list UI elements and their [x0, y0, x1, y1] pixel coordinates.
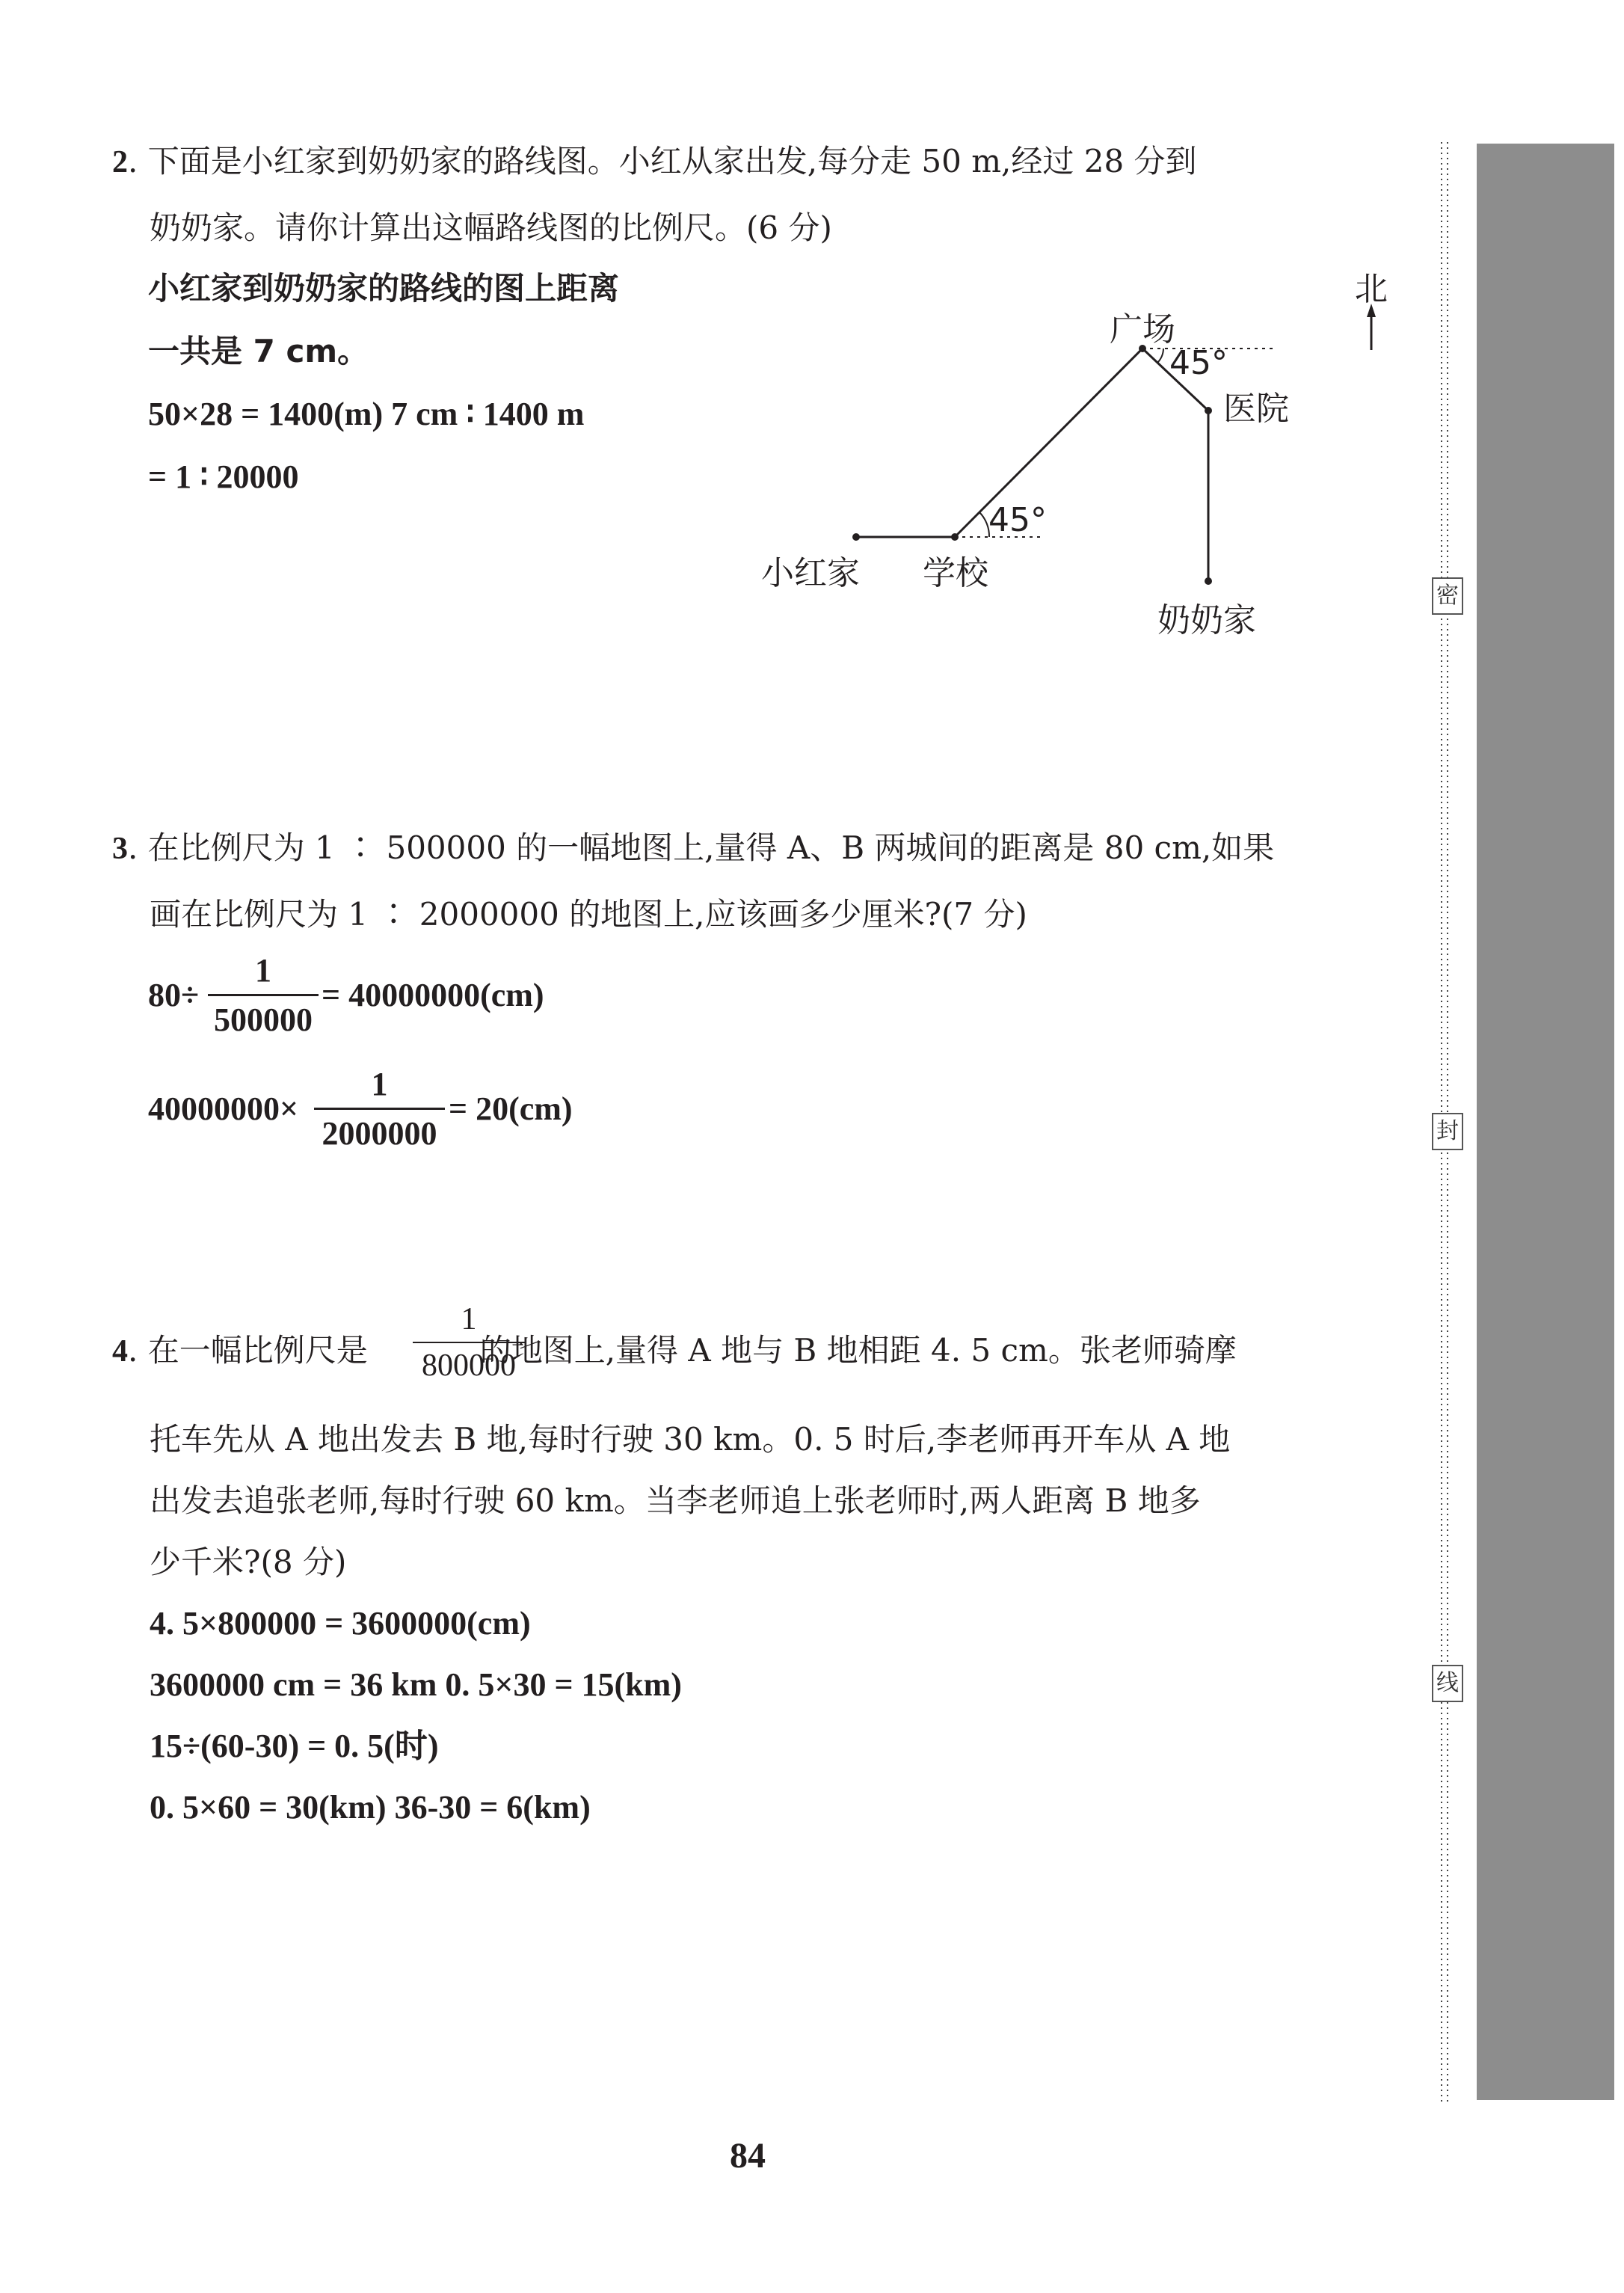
q3-eq2-left: 40000000×	[148, 1090, 299, 1127]
q3-text	[112, 815, 1398, 948]
q3-eq1-left: 80÷	[148, 977, 200, 1013]
q4-text-rest	[150, 1409, 1398, 1593]
grandma-label: 奶奶家	[1157, 601, 1256, 639]
q3-line2: 画在比例尺为 1 ∶ 2000000 的地图上,应该画多少厘米?(7 分)	[150, 896, 1027, 933]
q4-answer-line: 3600000 cm = 36 km 0. 5×30 = 15(km)	[150, 1666, 682, 1703]
school-label: 学校	[923, 554, 988, 592]
route-school-square	[955, 349, 1142, 537]
q4-answer-line: 15÷(60-30) = 0. 5(时)	[150, 1728, 439, 1764]
q3-eq2-denominator: 2000000	[322, 1115, 437, 1152]
home-label: 小红家	[761, 554, 860, 592]
q4-number: 4	[112, 1334, 128, 1369]
q3-line1: . 在比例尺为 1 ∶ 500000 的一幅地图上,量得 A、B 两城间的距离是 80 cm,如果	[128, 829, 1275, 866]
q3-eq1-fraction-bar	[208, 994, 319, 996]
q3-eq2-fraction-bar	[314, 1108, 445, 1110]
q2-answer-line: 50×28 = 1400(m) 7 cm ∶ 1400 m	[148, 396, 585, 432]
q4-line2: 托车先从 A 地出发去 B 地,每时行驶 30 km。0. 5 时后,李老师再开车从 A 地	[150, 1421, 1231, 1458]
q2-answer-line: 一共是 7 cm。	[148, 333, 369, 369]
page-number: 84	[730, 2136, 766, 2176]
hospital-label: 医院	[1223, 390, 1289, 428]
q2-number: 2	[112, 145, 128, 179]
q4-pre: . 在一幅比例尺是	[128, 1332, 368, 1369]
q4-line3: 出发去追张老师,每时行驶 60 km。当李老师追上张老师时,两人距离 B 地多	[150, 1482, 1201, 1519]
angle-arc-square	[1157, 349, 1163, 363]
point-school	[951, 533, 959, 541]
q4-answer	[150, 1593, 682, 1838]
q3-eq2-numerator: 1	[371, 1066, 388, 1102]
point-grandma	[1205, 577, 1212, 585]
q4-answer-line: 4. 5×800000 = 3600000(cm)	[150, 1605, 531, 1642]
q2-line2: 奶奶家。请你计算出这幅路线图的比例尺。(6 分)	[150, 209, 832, 246]
angle-school-label: 45°	[988, 501, 1047, 539]
q4-fraction	[413, 1301, 525, 1384]
q4-line1	[112, 1318, 1398, 1384]
point-hospital	[1205, 407, 1212, 414]
seal-mark-mi: 密	[1432, 577, 1463, 615]
q2-answer-line: = 1 ∶ 20000	[148, 458, 299, 495]
q4-numerator: 1	[461, 1302, 477, 1336]
q3-eq2-fraction	[314, 1065, 445, 1152]
q2-answer-line: 小红家到奶奶家的路线的图上距离	[148, 270, 620, 307]
square-label: 广场	[1110, 310, 1175, 349]
q3-eq1-right: = 40000000(cm)	[322, 977, 544, 1013]
q4-post: 的地图上,量得 A 地与 B 地相距 4. 5 cm。张老师骑摩	[479, 1332, 1237, 1369]
q3-eq1-numerator: 1	[255, 952, 271, 989]
north-label: 北	[1355, 270, 1388, 308]
q3-eq2-right: = 20(cm)	[449, 1090, 573, 1127]
q2-line1: . 下面是小红家到奶奶家的路线图。小红从家出发,每分走 50 m,经过 28 分到	[128, 143, 1197, 179]
q3-eq1-fraction	[208, 951, 319, 1039]
seal-mark-xian: 线	[1432, 1665, 1463, 1702]
point-home	[852, 533, 860, 541]
q3-eq1-denominator: 500000	[214, 1001, 313, 1038]
q4-line4: 少千米?(8 分)	[150, 1544, 347, 1580]
seal-mark-feng: 封	[1432, 1113, 1463, 1150]
gray-side-bar	[1477, 144, 1614, 2100]
q3-number: 3	[112, 832, 128, 866]
q4-denominator: 800000	[422, 1348, 516, 1383]
angle-top-label: 45°	[1169, 344, 1228, 382]
q4-answer-line: 0. 5×60 = 30(km) 36-30 = 6(km)	[150, 1789, 591, 1826]
q4-fraction-bar	[413, 1342, 525, 1343]
